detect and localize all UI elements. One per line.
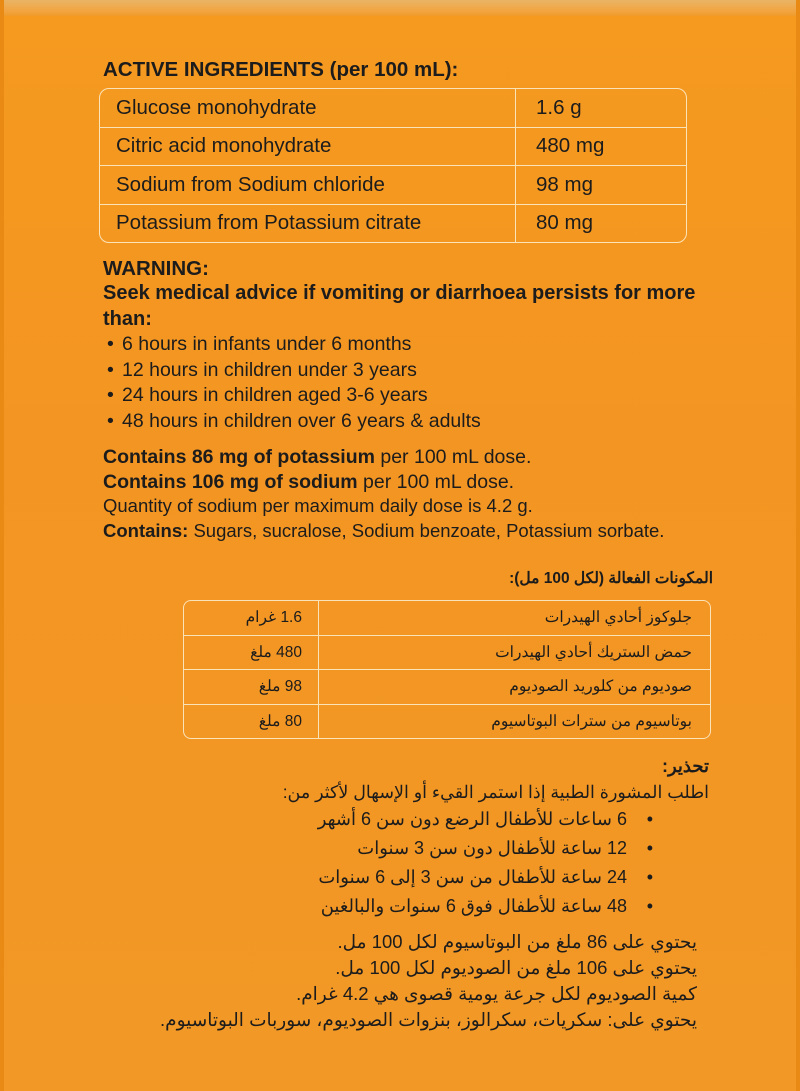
bullet-icon: •: [107, 409, 114, 432]
ingredient-amount: 1.6 g: [515, 89, 686, 128]
table-row: [100, 128, 686, 167]
sodium-rest: per 100 mL dose.: [357, 470, 515, 493]
contains-label: Contains:: [103, 519, 189, 541]
table-row: [184, 636, 710, 671]
arabic-ingredients-title: المكونات الفعالة (لكل 100 مل):: [509, 570, 713, 587]
ingredient-amount: 80 mg: [515, 205, 686, 243]
ingredient-name: Sodium from Sodium chloride: [100, 166, 515, 205]
list-item-text: 48 hours in children over 6 years & adults: [122, 409, 481, 432]
bullet-icon: •: [107, 384, 114, 406]
arabic-sodium-line: يحتوي على 106 ملغ من الصوديوم لكل 100 مل.: [335, 957, 697, 978]
package-right-edge: [796, 0, 800, 1091]
ingredient-amount: 480 mg: [515, 128, 686, 167]
potassium-line: [103, 445, 743, 470]
list-item: [87, 863, 653, 892]
contains-line: [103, 519, 743, 544]
list-item: [87, 805, 653, 834]
contains-list: Sugars, sucralose, Sodium benzoate, Potassium sorbate.: [188, 519, 665, 541]
ingredient-name: جلوكوز أحادي الهيدرات: [319, 601, 710, 636]
list-item-text: 6 hours in infants under 6 months: [122, 333, 412, 355]
ingredient-amount: 480 ملغ: [184, 636, 319, 671]
warning-text: Seek medical advice if vomiting or diarrhoea persists for more than:: [103, 282, 696, 330]
table-row: [100, 205, 686, 243]
sodium-bold: Contains 106 mg of sodium: [103, 470, 358, 493]
warning-list: [103, 332, 743, 434]
arabic-warning-text: اطلب المشورة الطبية إذا استمر القيء أو الإسهال لأكثر من:: [282, 782, 709, 802]
list-item-text: 24 ساعة للأطفال من سن 3 إلى 6 سنوات: [318, 867, 627, 887]
list-item-text: 48 ساعة للأطفال فوق 6 سنوات والبالغين: [320, 896, 627, 916]
table-row: [100, 89, 686, 128]
table-row: [100, 166, 686, 205]
list-item: [103, 409, 743, 435]
list-item-text: 24 hours in children aged 3-6 years: [122, 384, 428, 406]
arabic-max-dose-line: كمية الصوديوم لكل جرعة يومية قصوى هي 4.2 غرام.: [296, 983, 697, 1004]
bullet-icon: •: [107, 358, 114, 381]
table-row: [184, 705, 710, 739]
list-item: [103, 358, 743, 384]
list-item-text: 12 hours in children under 3 years: [122, 358, 417, 381]
ingredients-table: [99, 88, 687, 243]
list-item: [103, 332, 743, 358]
contains-block: [103, 445, 743, 543]
package-left-edge: [0, 0, 4, 1091]
list-item-text: 6 ساعات للأطفال الرضع دون سن 6 أشهر: [317, 809, 627, 829]
table-row: [184, 670, 710, 705]
arabic-contains-line: يحتوي على: سكريات، سكرالوز، بنزوات الصوديوم، سوربات البوتاسيوم.: [160, 1009, 697, 1030]
arabic-potassium-line: يحتوي على 86 ملغ من البوتاسيوم لكل 100 مل.: [337, 931, 697, 952]
bullet-icon: •: [646, 867, 653, 887]
ingredient-amount: 1.6 غرام: [184, 601, 319, 636]
potassium-bold: Contains 86 mg of potassium: [103, 446, 375, 468]
list-item: [87, 834, 653, 863]
ingredient-name: صوديوم من كلوريد الصوديوم: [319, 670, 710, 705]
ingredient-amount: 80 ملغ: [184, 705, 319, 739]
ingredients-title: ACTIVE INGREDIENTS (per 100 mL):: [103, 58, 459, 81]
max-dose-line: Quantity of sodium per maximum daily dose is 4.2 g.: [103, 495, 533, 516]
arabic-ingredients-table: [183, 600, 711, 739]
arabic-section: [87, 568, 713, 1033]
arabic-warning-title: تحذير:: [661, 756, 709, 776]
warning-title: WARNING:: [103, 257, 209, 280]
warning-block: [103, 257, 743, 434]
ingredient-name: Glucose monohydrate: [100, 89, 515, 128]
sodium-line: [103, 470, 743, 495]
bullet-icon: •: [646, 809, 653, 829]
bullet-icon: •: [646, 838, 653, 858]
ingredient-name: حمض الستريك أحادي الهيدرات: [319, 636, 710, 671]
bullet-icon: •: [107, 333, 114, 355]
table-row: [184, 601, 710, 636]
potassium-rest: per 100 mL dose.: [374, 446, 532, 468]
ingredient-name: Potassium from Potassium citrate: [116, 211, 422, 235]
list-item-text: 12 ساعة للأطفال دون سن 3 سنوات: [357, 838, 627, 858]
list-item: [87, 892, 653, 921]
ingredient-name: Citric acid monohydrate: [100, 128, 515, 167]
arabic-warning-list: [87, 805, 653, 921]
bullet-icon: •: [646, 896, 653, 916]
package-top-flap: [0, 0, 800, 16]
arabic-contains-block: [87, 929, 697, 1033]
ingredient-name: بوتاسيوم من سترات البوتاسيوم: [491, 712, 692, 730]
arabic-warning-block: [87, 753, 709, 921]
ingredient-amount: 98 ملغ: [184, 670, 319, 705]
list-item: [103, 383, 743, 409]
english-section: [103, 58, 743, 543]
ingredient-amount: 98 mg: [515, 166, 686, 205]
